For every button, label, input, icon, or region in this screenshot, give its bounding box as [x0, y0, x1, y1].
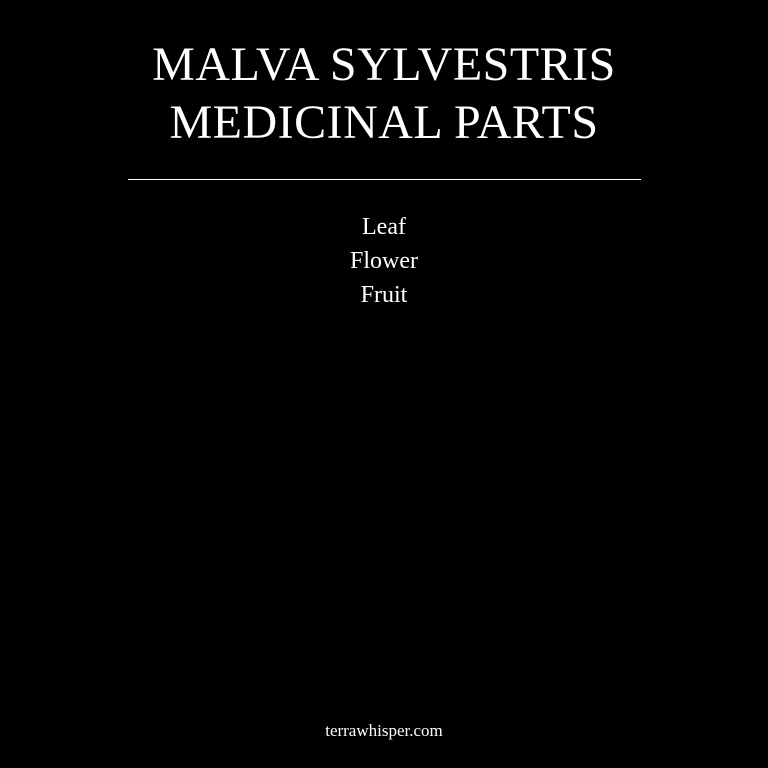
medicinal-parts-list: [0, 210, 768, 312]
list-item: Flower: [350, 248, 418, 274]
footer-website: terrawhisper.com: [325, 721, 443, 740]
list-item: Fruit: [360, 282, 408, 308]
title-line-2: MEDICINAL PARTS: [169, 96, 599, 149]
list-item: Leaf: [362, 214, 406, 240]
title-divider: [128, 179, 641, 180]
page-title: [0, 36, 768, 152]
title-line-1: MALVA SYLVESTRIS: [152, 38, 616, 91]
